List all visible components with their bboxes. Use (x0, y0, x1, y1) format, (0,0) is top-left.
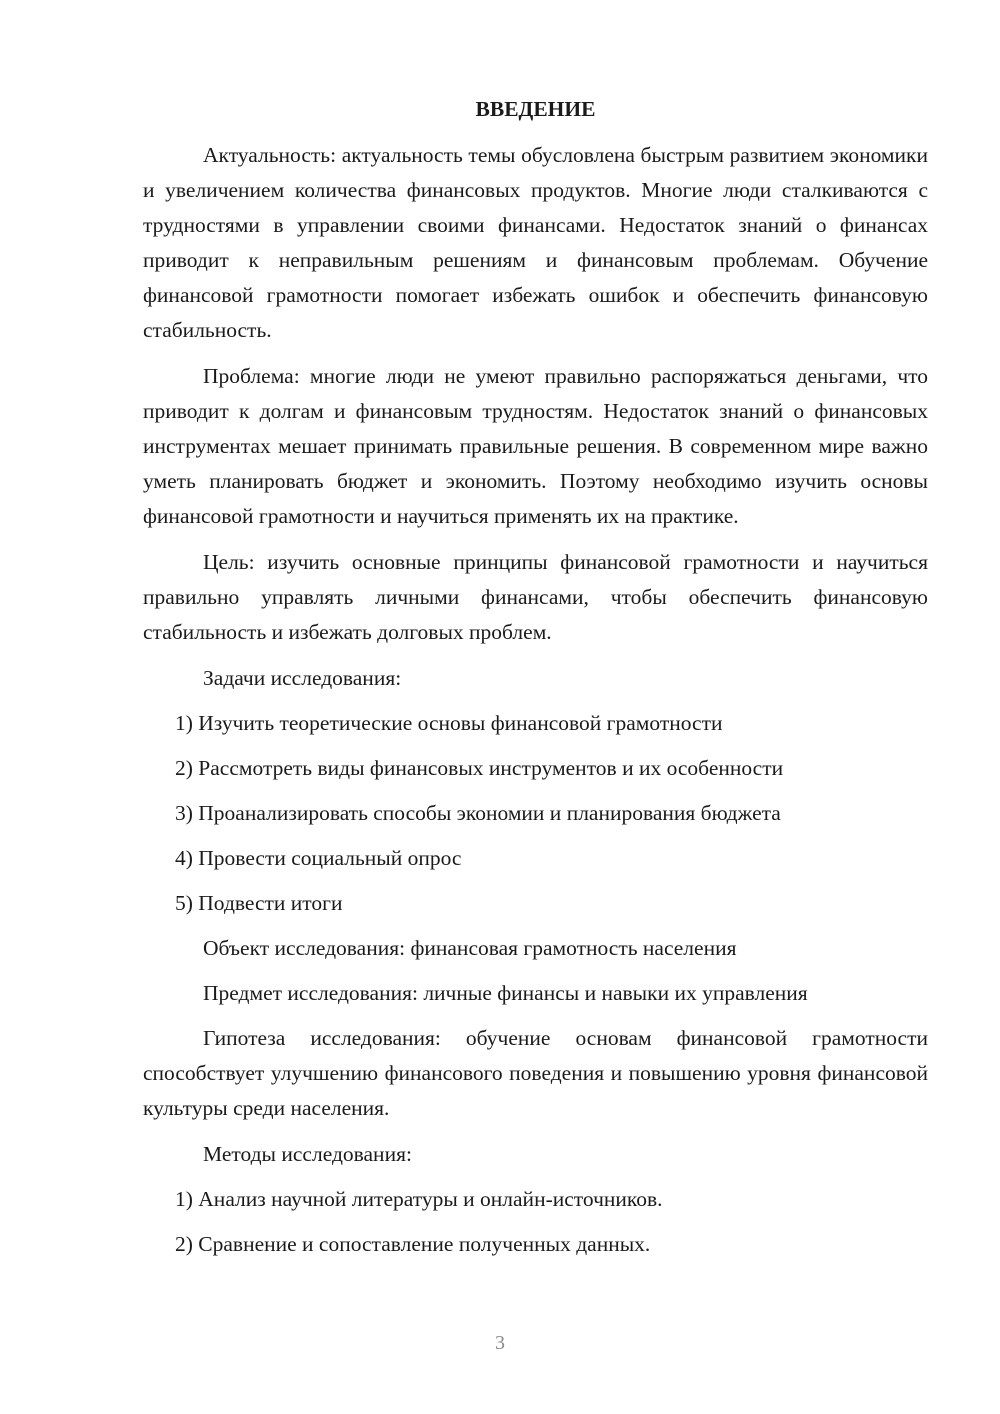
method-item: 1) Анализ научной литературы и онлайн-источников. (175, 1187, 663, 1211)
tasks-label: Задачи исследования: (203, 666, 402, 690)
page-number: 3 (495, 1332, 505, 1354)
task-item: 5) Подвести итоги (175, 891, 343, 915)
problem-paragraph: Проблема: многие люди не умеют правильно распоряжаться деньгами, что приводит к долгам и финансовым трудностям. Недостаток знаний о финансовых инструментах мешает принимать правильные решения. В современном мире важно уметь планировать бюджет и экономить. Поэтому необходимо изучить основы финансовой грамотности и научиться применять их на практике. (143, 364, 928, 528)
task-item: 1) Изучить теоретические основы финансовой грамотности (175, 711, 723, 735)
document-page (143, 92, 928, 1272)
hypothesis-paragraph: Гипотеза исследования: обучение основам финансовой грамотности способствует улучшению финансового поведения и повышению уровня финансовой культуры среди населения. (143, 1026, 928, 1120)
task-item: 3) Проанализировать способы экономии и планирования бюджета (175, 801, 781, 825)
task-item: 2) Рассмотреть виды финансовых инструментов и их особенности (175, 756, 784, 780)
object-line: Объект исследования: финансовая грамотность населения (203, 936, 737, 960)
task-item: 4) Провести социальный опрос (175, 846, 462, 870)
relevance-paragraph: Актуальность: актуальность темы обусловлена быстрым развитием экономики и увеличением количества финансовых продуктов. Многие люди сталкиваются с трудностями в управлении своими финансами. Недостаток знаний о финансах приводит к неправильным решениям и финансовым проблемам. Обучение финансовой грамотности помогает избежать ошибок и обеспечить финансовую стабильность. (143, 143, 928, 342)
subject-line: Предмет исследования: личные финансы и навыки их управления (203, 981, 808, 1005)
methods-label: Методы исследования: (203, 1142, 412, 1166)
method-item: 2) Сравнение и сопоставление полученных данных. (175, 1232, 651, 1256)
section-heading: ВВЕДЕНИЕ (475, 97, 596, 121)
goal-paragraph: Цель: изучить основные принципы финансовой грамотности и научиться правильно управлять личными финансами, чтобы обеспечить финансовую стабильность и избежать долговых проблем. (143, 550, 928, 644)
